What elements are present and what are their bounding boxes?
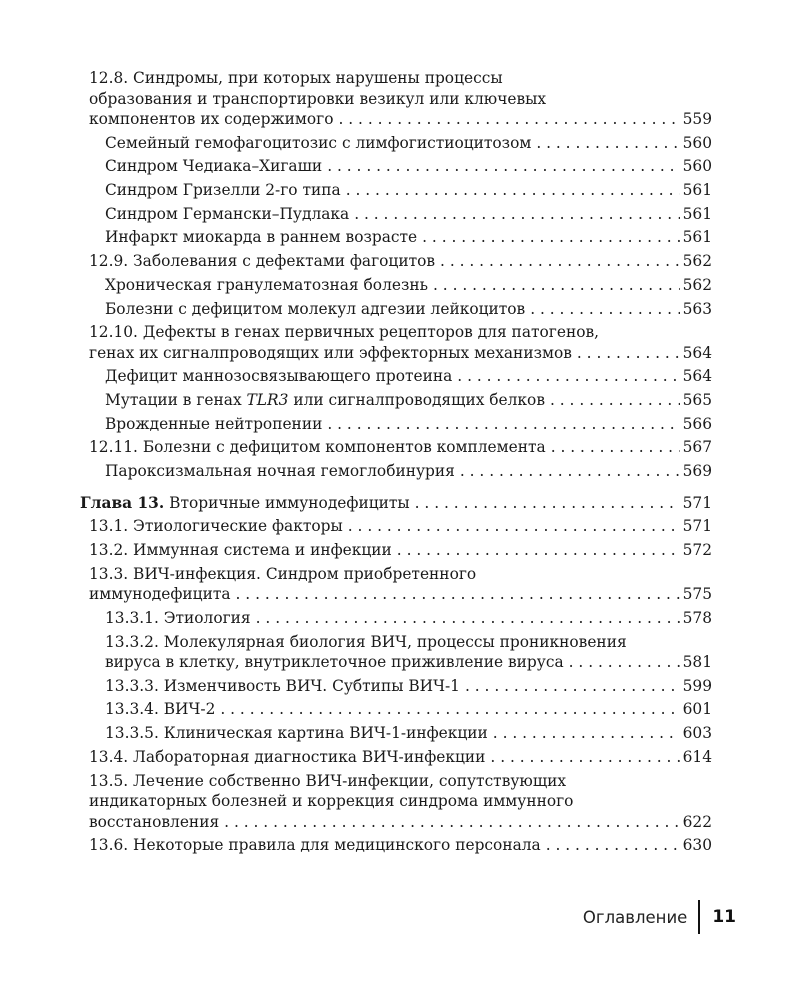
toc-page-number: 578 bbox=[682, 608, 712, 627]
toc-text: 12.8. Синдромы, при которых нарушены процессы bbox=[89, 69, 503, 87]
leader-dots bbox=[354, 204, 679, 225]
toc-page-number: 561 bbox=[682, 228, 712, 247]
toc-text: 13.1. Этиологические факторы bbox=[89, 517, 343, 536]
toc-text: 13.3. ВИЧ-инфекция. Синдром приобретенного bbox=[89, 564, 477, 583]
toc-page-number: 581 bbox=[682, 653, 712, 672]
toc-text: 13.3.5. Клиническая картина ВИЧ-1-инфекции bbox=[105, 724, 488, 743]
toc-page-number: 571 bbox=[682, 493, 712, 512]
toc-text: компонентов их содержимого bbox=[89, 110, 334, 128]
leader-dots bbox=[327, 414, 679, 435]
toc-page-number: 571 bbox=[682, 517, 712, 536]
toc-text: 13.5. Лечение собственно ВИЧ-инфекции, сопутствующих bbox=[89, 771, 567, 790]
toc-page-number: 563 bbox=[682, 299, 712, 318]
leader-dots bbox=[530, 299, 679, 320]
leader-dots bbox=[348, 516, 680, 537]
chapter-label: Глава 13. bbox=[80, 493, 165, 512]
toc-entry bbox=[80, 390, 712, 411]
toc-entry bbox=[80, 461, 712, 482]
toc-text: Хроническая гранулематозная болезнь bbox=[105, 275, 428, 294]
leader-dots bbox=[546, 835, 680, 856]
leader-dots bbox=[490, 747, 679, 768]
toc-entry bbox=[80, 156, 712, 177]
leader-dots bbox=[536, 133, 679, 154]
toc-entry-12-11 bbox=[80, 437, 712, 458]
toc-text: восстановления bbox=[89, 812, 220, 831]
leader-dots bbox=[220, 699, 679, 720]
toc-text: 13.6. Некоторые правила для медицинского персонала bbox=[89, 836, 541, 855]
toc-text: 12.10. Дефекты в генах первичных рецепторов для патогенов, bbox=[89, 323, 600, 342]
toc-page-number: 622 bbox=[682, 812, 712, 831]
toc-text: 13.3.4. ВИЧ-2 bbox=[105, 700, 216, 719]
toc-text: индикаторных болезней и коррекция синдрома иммунного bbox=[89, 792, 574, 810]
toc-entry-13-6 bbox=[80, 835, 712, 856]
leader-dots bbox=[551, 437, 680, 458]
toc-entry bbox=[80, 204, 712, 225]
toc-text bbox=[105, 390, 545, 411]
leader-dots bbox=[493, 723, 680, 744]
leader-dots bbox=[577, 343, 680, 364]
leader-dots bbox=[397, 540, 680, 561]
toc-text: Синдром Чедиака–Хигаши bbox=[105, 157, 323, 176]
toc-entry bbox=[80, 366, 712, 387]
toc-text: Семейный гемофагоцитозис с лимфогистиоцитозом bbox=[105, 133, 532, 152]
leader-dots bbox=[465, 676, 680, 697]
toc-text: 13.4. Лабораторная диагностика ВИЧ-инфекции bbox=[89, 747, 486, 766]
toc-text: 12.11. Болезни с дефицитом компонентов комплемента bbox=[89, 438, 546, 457]
toc-text: 12.9. Заболевания с дефектами фагоцитов bbox=[89, 252, 436, 271]
leader-dots bbox=[338, 109, 679, 130]
toc-page-number: 601 bbox=[682, 700, 712, 719]
toc-text: Инфаркт миокарда в раннем возрасте bbox=[105, 228, 418, 247]
toc-entry bbox=[80, 275, 712, 296]
toc-text: иммунодефицита bbox=[89, 585, 231, 604]
toc-page-number: 560 bbox=[682, 133, 712, 152]
toc-entry bbox=[80, 414, 712, 435]
toc-page-number: 562 bbox=[682, 275, 712, 294]
toc-page-number: 572 bbox=[682, 541, 712, 559]
toc-entry-13-1 bbox=[80, 516, 712, 537]
toc-page-number: 564 bbox=[682, 367, 712, 386]
toc-text-part: Мутации в генах bbox=[105, 391, 247, 410]
toc-page-number: 562 bbox=[682, 252, 712, 271]
gene-name: TLR3 bbox=[246, 391, 289, 410]
toc-entry bbox=[80, 227, 712, 248]
toc-text: Пароксизмальная ночная гемоглобинурия bbox=[105, 462, 455, 481]
page-footer bbox=[583, 900, 736, 934]
toc-page-number: 559 bbox=[682, 110, 712, 128]
toc-entry bbox=[80, 699, 712, 720]
running-title: Оглавление bbox=[582, 907, 688, 927]
chapter-title: Вторичные иммунодефициты bbox=[164, 493, 410, 512]
leader-dots bbox=[327, 156, 679, 177]
toc-text: Болезни с дефицитом молекул адгезии лейкоцитов bbox=[105, 299, 526, 318]
toc-page-number: 569 bbox=[682, 462, 712, 481]
page-number: 11 bbox=[712, 907, 736, 927]
toc-text: 13.3.3. Изменчивость ВИЧ. Субтипы ВИЧ-1 bbox=[105, 676, 460, 695]
toc-page-number: 599 bbox=[682, 676, 712, 695]
toc-text: Дефицит маннозосвязывающего протеина bbox=[105, 367, 453, 386]
footer-divider bbox=[698, 900, 700, 934]
toc-text: образования и транспортировки везикул или ключевых bbox=[89, 89, 547, 108]
toc-text: Синдром Гризелли 2-го типа bbox=[105, 181, 341, 200]
toc-page-number: 630 bbox=[682, 836, 712, 855]
toc-entry bbox=[80, 133, 712, 154]
leader-dots bbox=[415, 493, 680, 514]
leader-dots bbox=[569, 652, 680, 673]
toc-page-number: 566 bbox=[682, 414, 712, 433]
leader-dots bbox=[256, 608, 680, 629]
toc-entry bbox=[80, 723, 712, 744]
toc-text: 13.2. Иммунная система и инфекции bbox=[89, 541, 392, 559]
leader-dots bbox=[550, 390, 680, 411]
leader-dots bbox=[433, 275, 680, 296]
toc-page-number: 614 bbox=[682, 747, 712, 766]
toc-page-number: 565 bbox=[682, 391, 712, 410]
toc-chapter-13 bbox=[80, 493, 712, 514]
toc-text: генах их сигналпроводящих или эффекторных механизмов bbox=[89, 343, 572, 362]
toc-text: вируса в клетку, внутриклеточное приживление вируса bbox=[105, 653, 564, 672]
toc-text: 13.3.2. Молекулярная биология ВИЧ, процессы проникновения bbox=[105, 632, 627, 651]
toc-page-number: 575 bbox=[682, 585, 712, 604]
toc-entry-12-10 bbox=[80, 322, 712, 363]
toc-entry bbox=[80, 632, 712, 673]
leader-dots bbox=[236, 584, 680, 605]
toc-text: 13.3.1. Этиология bbox=[105, 608, 251, 627]
toc-page-number: 561 bbox=[682, 181, 712, 200]
toc-entry bbox=[80, 180, 712, 201]
toc-page-number: 564 bbox=[682, 343, 712, 362]
leader-dots bbox=[422, 227, 679, 248]
toc-entry-13-2 bbox=[80, 540, 712, 561]
leader-dots bbox=[440, 251, 680, 272]
leader-dots bbox=[224, 812, 679, 833]
leader-dots bbox=[346, 180, 680, 201]
toc-entry bbox=[80, 608, 712, 629]
toc-text: Синдром Германски–Пудлака bbox=[105, 204, 350, 223]
toc-entry bbox=[80, 676, 712, 697]
table-of-contents bbox=[80, 68, 712, 859]
toc-entry-13-5 bbox=[80, 771, 712, 833]
leader-dots bbox=[460, 461, 680, 482]
toc-entry bbox=[80, 299, 712, 320]
toc-entry-13-4 bbox=[80, 747, 712, 768]
toc-page-number: 560 bbox=[682, 157, 712, 176]
toc-text: Врожденные нейтропении bbox=[105, 414, 323, 433]
leader-dots bbox=[457, 366, 679, 387]
toc-page-number: 567 bbox=[682, 438, 712, 457]
toc-entry-12-9 bbox=[80, 251, 712, 272]
toc-page-number: 561 bbox=[682, 204, 712, 223]
toc-page-number: 603 bbox=[682, 724, 712, 743]
toc-text-part: или сигналпроводящих белков bbox=[288, 391, 545, 410]
toc-entry-12-8 bbox=[80, 68, 712, 130]
toc-entry-13-3 bbox=[80, 564, 712, 605]
toc-text bbox=[80, 493, 410, 514]
